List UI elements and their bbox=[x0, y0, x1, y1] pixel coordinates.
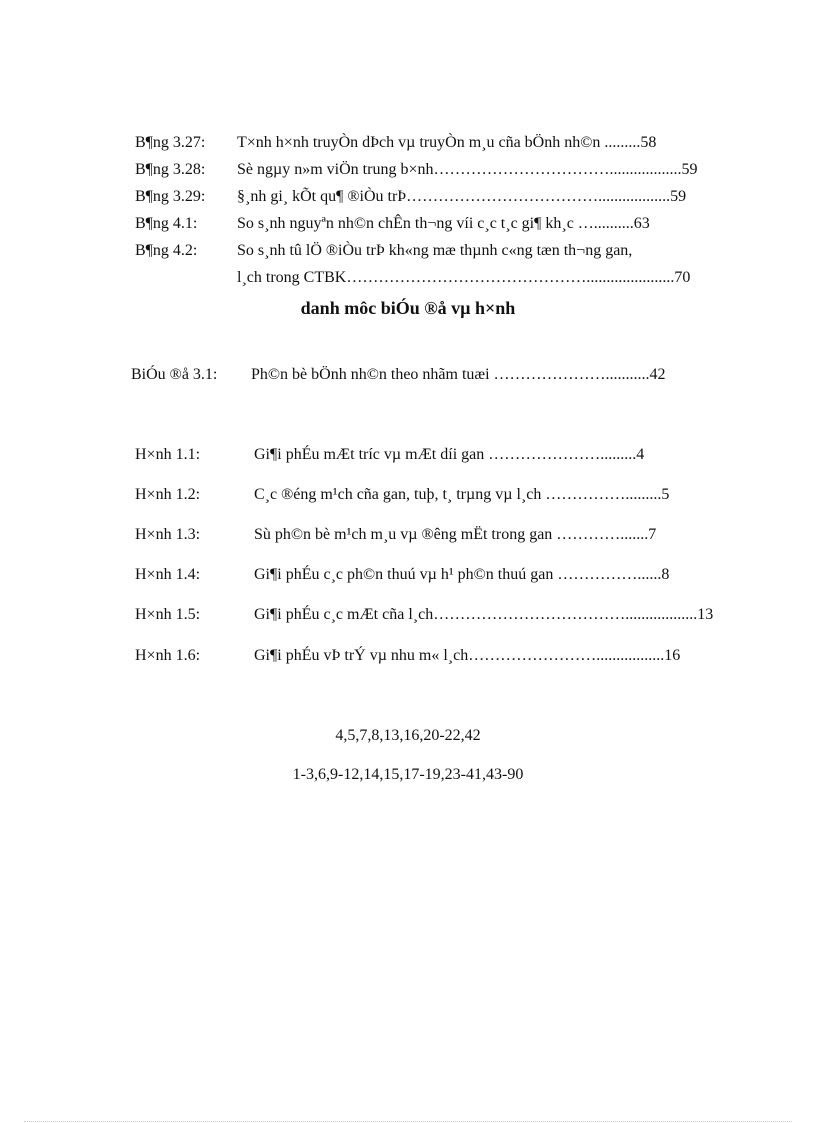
figure-entry bbox=[135, 444, 737, 466]
entry-label: BiÓu ®å 3.1: bbox=[131, 366, 218, 383]
entry-text: C¸c ®éng m¹ch cña gan, tuþ, t¸ trµng vµ l¸ch …………….........5 bbox=[254, 486, 670, 503]
entry-label: H×nh 1.1: bbox=[135, 446, 201, 463]
entry-text: Sù ph©n bè m¹ch m¸u vµ ®êng mËt trong gan ………….......7 bbox=[254, 526, 657, 543]
entry-label: B¶ng 3.27: bbox=[135, 134, 206, 151]
entry-text: Sè ngµy n»m viÖn trung b×nh……………………………..................59 bbox=[237, 161, 698, 178]
entry-text: Gi¶i phÉu mÆt tríc vµ mÆt díi gan ………………….........4 bbox=[254, 446, 645, 463]
table-entry bbox=[135, 213, 737, 235]
figure-entry bbox=[135, 484, 737, 506]
entry-text: So s¸nh nguyªn nh©n chÊn th¬ng víi c¸c t¸c gi¶ kh¸c …..........63 bbox=[237, 215, 650, 232]
table-entry-continuation bbox=[135, 267, 737, 289]
table-entry bbox=[135, 159, 737, 181]
entry-label: B¶ng 3.29: bbox=[135, 188, 206, 205]
table-entry bbox=[135, 186, 737, 208]
entry-label: H×nh 1.5: bbox=[135, 606, 201, 623]
figure-entry bbox=[135, 645, 737, 667]
table-entry bbox=[135, 132, 737, 154]
entry-label: H×nh 1.4: bbox=[135, 566, 201, 583]
entry-text: Gi¶i phÉu c¸c ph©n thuú vµ h¹ ph©n thuú gan ……………......8 bbox=[254, 566, 670, 583]
entry-label: B¶ng 3.28: bbox=[135, 161, 206, 178]
figure-entry bbox=[135, 564, 737, 586]
chart-entry bbox=[131, 364, 737, 386]
page-bottom-divider bbox=[24, 1121, 792, 1122]
entry-label: H×nh 1.2: bbox=[135, 486, 201, 503]
entry-text: l¸ch trong CTBK………………………………………......................70 bbox=[237, 269, 691, 286]
section-heading: danh môc biÓu ®å vµ h×nh bbox=[300, 298, 516, 318]
entry-text: Ph©n bè bÖnh nh©n theo nhãm tuæi …………………...........42 bbox=[251, 366, 666, 383]
figure-entry bbox=[135, 604, 737, 626]
entry-text: So s¸nh tû lÖ ®iÒu trÞ kh«ng mæ thµnh c«ng tæn th¬ng gan, bbox=[237, 242, 633, 259]
table-entry bbox=[135, 240, 737, 262]
page-range-line-1: 4,5,7,8,13,16,20-22,42 bbox=[335, 727, 481, 744]
entry-label: B¶ng 4.1: bbox=[135, 215, 198, 232]
figure-entry bbox=[135, 524, 737, 546]
page-range-line-2: 1-3,6,9-12,14,15,17-19,23-41,43-90 bbox=[292, 766, 524, 783]
entry-text: Gi¶i phÉu vÞ trÝ vµ nhu m« l¸ch…………………….................16 bbox=[254, 647, 681, 664]
entry-text: T×nh h×nh truyÒn dÞch vµ truyÒn m¸u cña bÖnh nh©n .........58 bbox=[237, 134, 657, 151]
entry-label: H×nh 1.6: bbox=[135, 647, 201, 664]
entry-text: Gi¶i phÉu c¸c mÆt cña l¸ch………………………………..................13 bbox=[254, 606, 714, 623]
entry-text: §¸nh gi¸ kÕt qu¶ ®iÒu trÞ………………………………..................59 bbox=[237, 188, 687, 205]
entry-label: B¶ng 4.2: bbox=[135, 242, 198, 259]
entry-label: H×nh 1.3: bbox=[135, 526, 201, 543]
